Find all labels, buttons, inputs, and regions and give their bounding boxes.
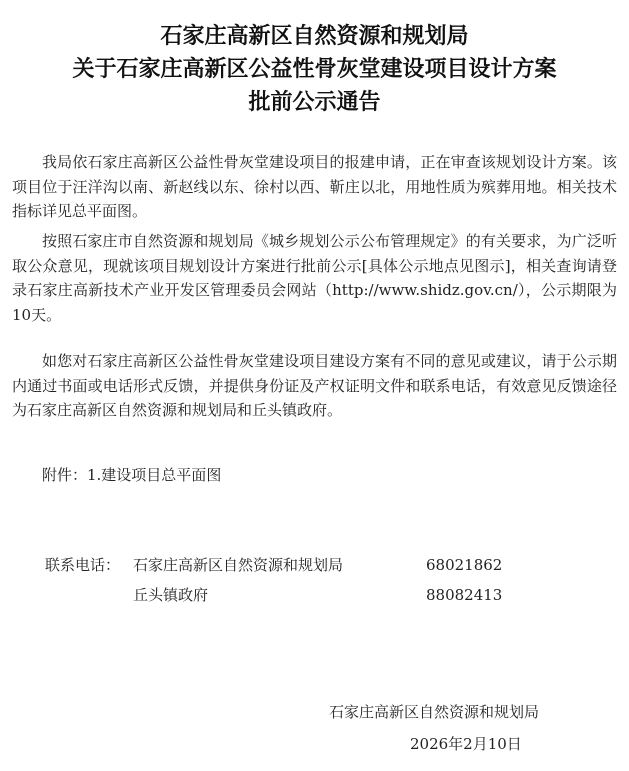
contact-phone-2: 88082413 bbox=[426, 586, 503, 604]
signature-org: 石家庄高新区自然资源和规划局 bbox=[329, 703, 540, 721]
body-paragraph-3: 如您对石家庄高新区公益性骨灰堂建设项目建设方案有不同的意见或建议，请于公示期内通过书面或电话形式反馈，并提供身份证及产权证明文件和联系电话，有效意见反馈途径为石家庄高新区自然资源和规划局和丘头镇政府。 bbox=[12, 352, 617, 419]
signature-date: 2026年2月10日 bbox=[410, 735, 522, 753]
body-paragraph-1: 我局依石家庄高新区公益性骨灰堂建设项目的报建申请，正在审查该规划设计方案。该项目位于汪洋沟以南、新赵线以东、徐村以西、靳庄以北，用地性质为殡葬用地。相关技术指标详见总平面图。 bbox=[12, 153, 617, 220]
notice-title-line-3: 批前公示通告 bbox=[248, 90, 381, 115]
contact-org-1: 石家庄高新区自然资源和规划局 bbox=[133, 556, 344, 574]
contact-label: 联系电话： bbox=[45, 556, 121, 574]
attachment-line: 附件：1.建设项目总平面图 bbox=[42, 466, 222, 484]
body-paragraph-2: 按照石家庄市自然资源和规划局《城乡规划公示公布管理规定》的有关要求，为广泛听取公众意见，现就该项目规划设计方案进行批前公示[具体公示地点见图示]，相关查询请登录石家庄高新技术产业开发区管理委员会网站（http://www.shidz.gov.cn/），公示期限为10天。 bbox=[12, 232, 617, 324]
contact-org-2: 丘头镇政府 bbox=[133, 586, 209, 604]
notice-title-line-1: 石家庄高新区自然资源和规划局 bbox=[160, 24, 469, 49]
notice-title-line-2: 关于石家庄高新区公益性骨灰堂建设项目设计方案 bbox=[72, 57, 557, 82]
contact-phone-1: 68021862 bbox=[426, 556, 503, 574]
